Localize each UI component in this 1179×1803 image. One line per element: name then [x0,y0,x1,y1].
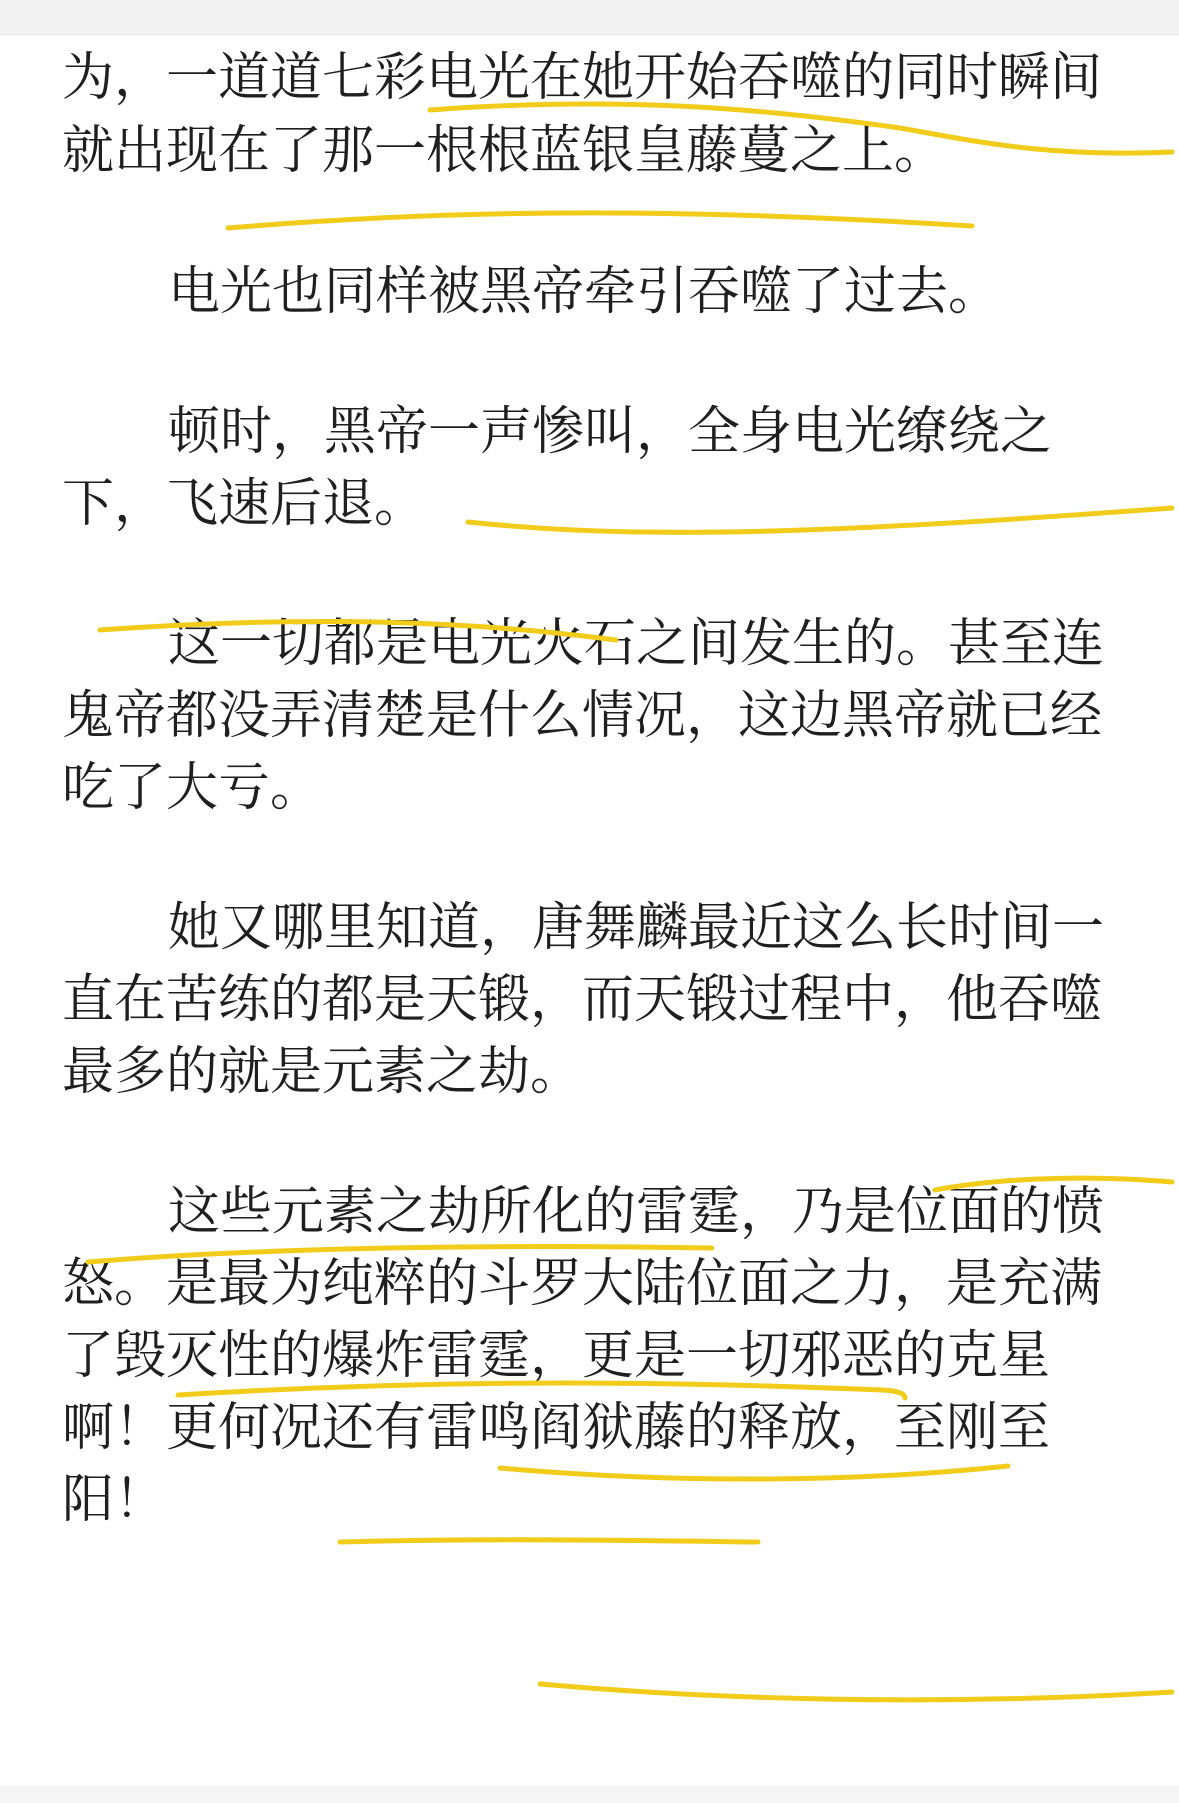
text-line: 鬼帝都没弄清楚是什么情况，这边黑帝就已经 [62,686,1103,746]
text-line: 了毁灭性的爆炸雷霆，更是一切邪恶的克星 [62,1326,1051,1386]
text-line: 啊！更何况还有雷鸣阎狱藤的释放，至刚至 [62,1398,1051,1458]
underline-stroke [340,1540,758,1542]
text-line: 电光也同样被黑帝牵引吞噬了过去。 [168,262,1001,322]
bottom-strip [0,1785,1179,1803]
underline-stroke [540,1684,1172,1700]
text-line: 这些元素之劫所化的雷霆，乃是位面的愤 [168,1182,1105,1242]
text-line: 她又哪里知道，唐舞麟最近这么长时间一 [168,898,1105,958]
text-line: 阳！ [62,1470,167,1530]
text-line: 最多的就是元素之劫。 [62,1042,583,1102]
top-strip [0,0,1179,35]
underline-stroke [228,213,972,228]
text-line: 怒。是最为纯粹的斗罗大陆位面之力，是充满 [62,1254,1103,1314]
text-line: 顿时，黑帝一声惨叫，全身电光缭绕之 [168,402,1053,462]
text-line: 就出现在了那一根根蓝银皇藤蔓之上。 [62,121,947,181]
text-line: 这一切都是电光火石之间发生的。甚至连 [168,614,1105,674]
text-line: 下，飞速后退。 [62,474,427,534]
text-line: 为，一道道七彩电光在她开始吞噬的同时瞬间 [62,48,1103,108]
text-line: 直在苦练的都是天锻，而天锻过程中，他吞噬 [62,970,1103,1030]
text-line: 吃了大亏。 [62,758,323,818]
